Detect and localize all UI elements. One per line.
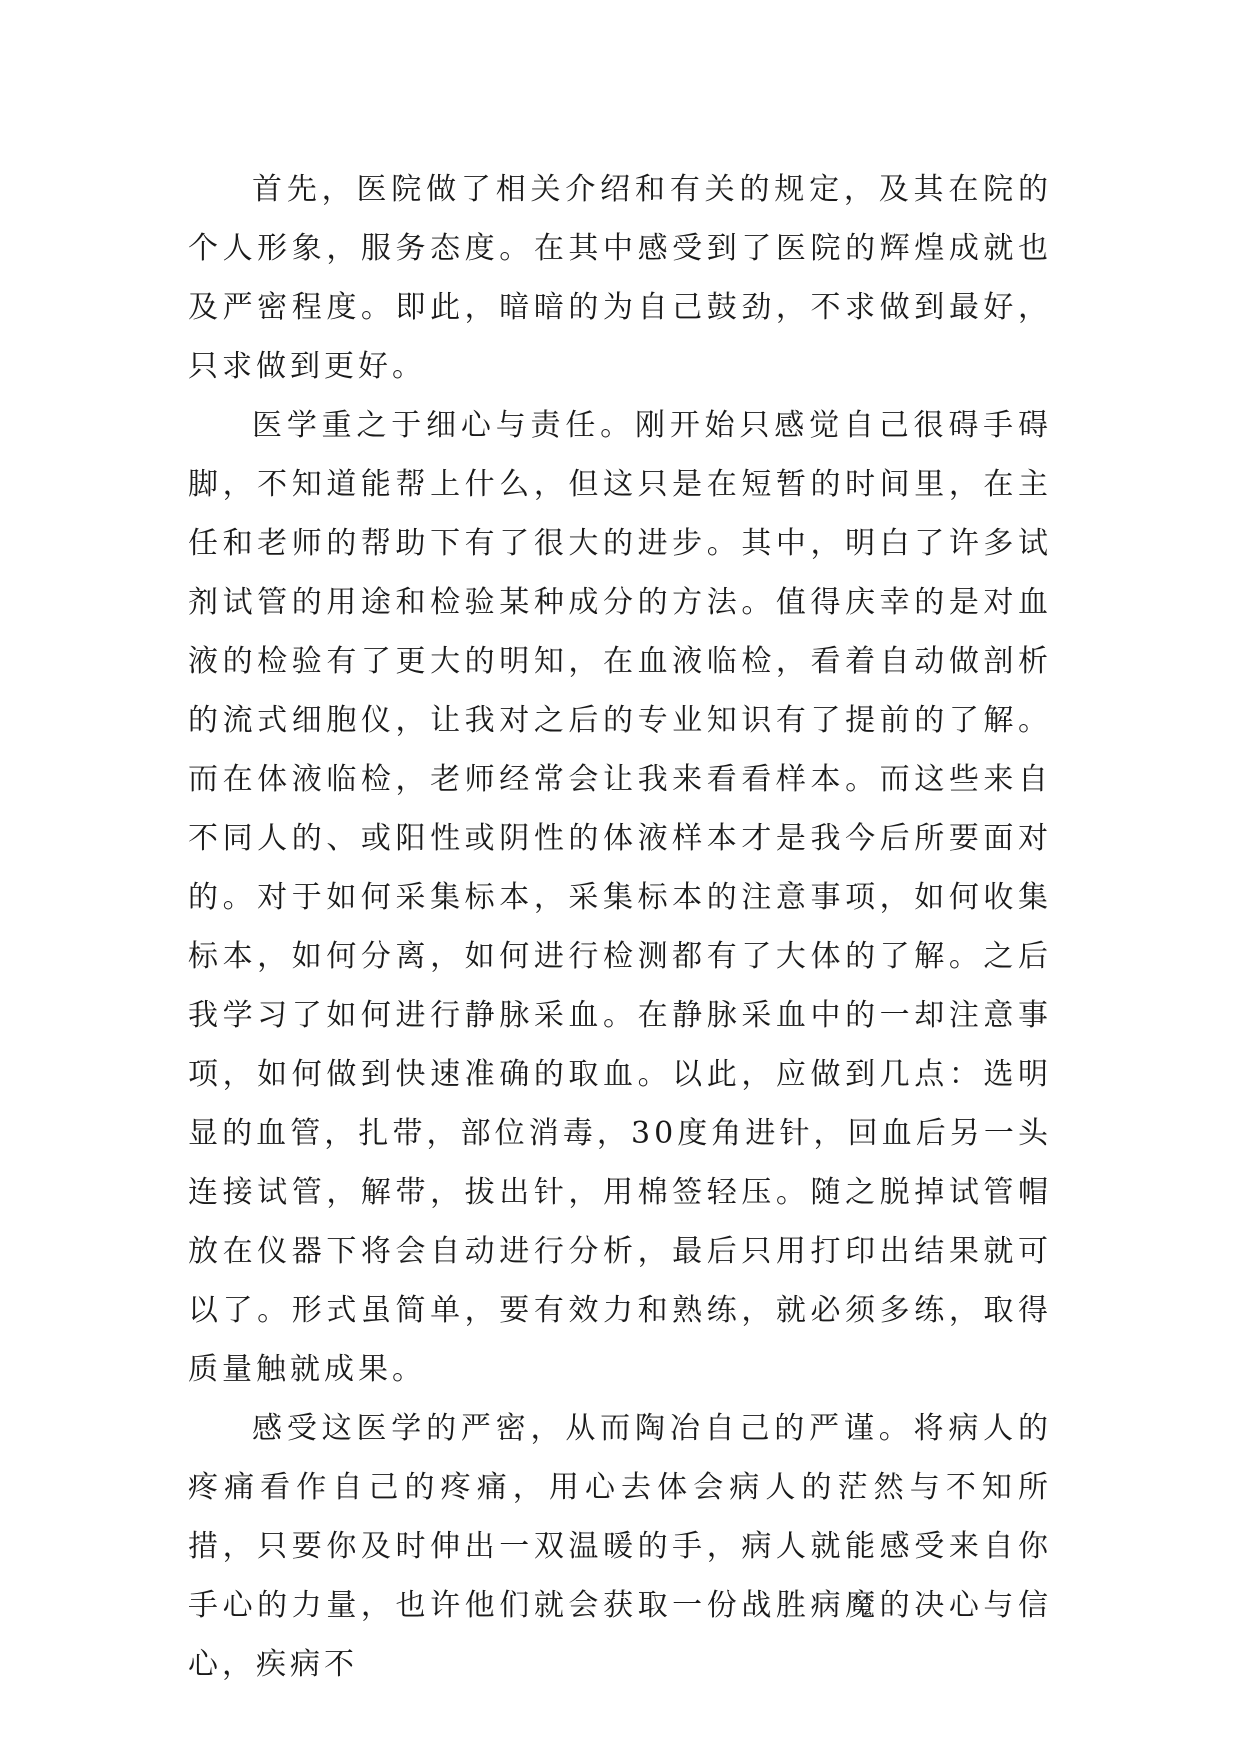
document-body	[188, 160, 1052, 1694]
paragraph-3: 感受这医学的严密，从而陶冶自己的严谨。将病人的疼痛看作自己的疼痛，用心去体会病人的茫然与不知所措，只要你及时伸出一双温暖的手，病人就能感受来自你手心的力量，也许他们就会获取一份战胜病魔的决心与信心，疾病不	[188, 1411, 1052, 1682]
paragraph-2: 医学重之于细心与责任。刚开始只感觉自己很碍手碍脚，不知道能帮上什么，但这只是在短暂的时间里，在主任和老师的帮助下有了很大的进步。其中，明白了许多试剂试管的用途和检验某种成分的方法。值得庆幸的是对血液的检验有了更大的明知，在血液临检，看着自动做剖析的流式细胞仪，让我对之后的专业知识有了提前的了解。而在体液临检，老师经常会让我来看看样本。而这些来自不同人的、或阳性或阴性的体液样本才是我今后所要面对的。对于如何采集标本，采集标本的注意事项，如何收集标本，如何分离，如何进行检测都有了大体的了解。之后我学习了如何进行静脉采血。在静脉采血中的一却注意事项，如何做到快速准确的取血。以此，应做到几点：选明显的血管，扎带，部位消毒，30度角进针，回血后另一头连接试管，解带，拔出针，用棉签轻压。随之脱掉试管帽放在仪器下将会自动进行分析，最后只用打印出结果就可以了。形式虽简单，要有效力和熟练，就必须多练，取得质量触就成果。	[188, 408, 1052, 1387]
paragraph-1: 首先，医院做了相关介绍和有关的规定，及其在院的个人形象，服务态度。在其中感受到了医院的辉煌成就也及严密程度。即此，暗暗的为自己鼓劲，不求做到最好，只求做到更好。	[188, 172, 1052, 384]
